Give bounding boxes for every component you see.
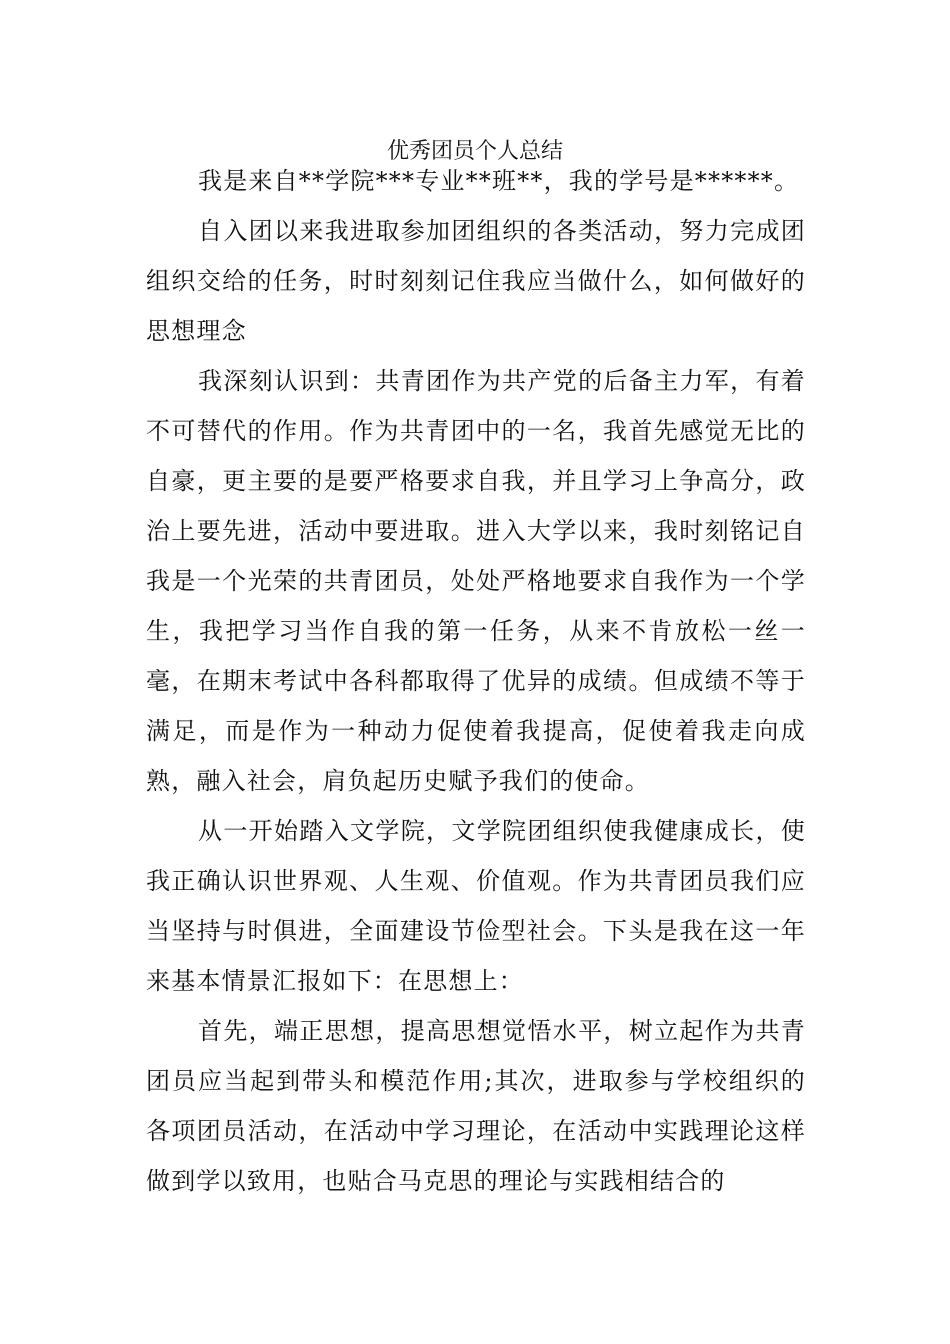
paragraph-intro: 我是来自**学院***专业**班**，我的学号是******。 bbox=[198, 167, 800, 195]
document-title: 优秀团员个人总结 bbox=[386, 139, 563, 164]
paragraph-thought: 首先，端正思想，提高思想觉悟水平，树立起作为共青团员应当起到带头和模范作用;其次，进取参与学校组织的各项团员活动，在活动中学习理论，在活动中实践理论这样做到学以致用，也贴合马克思的理论与实践相结合的 bbox=[146, 1017, 806, 1195]
paragraph-activities: 自入团以来我进取参加团组织的各类活动，努力完成团组织交给的任务，时时刻刻记住我应当做什么，如何做好的思想理念 bbox=[146, 217, 806, 345]
paragraph-awareness: 我深刻认识到：共青团作为共产党的后备主力军，有着不可替代的作用。作为共青团中的一名，我首先感觉无比的自豪，更主要的是要严格要求自我，并且学习上争高分，政治上要先进，活动中要进取。进入大学以来，我时刻铭记自我是一个光荣的共青团员，处处严格地要求自我作为一个学生，我把学习当作自我的第一任务，从来不肯放松一丝一毫，在期末考试中各科都取得了优异的成绩。但成绩不等于满足，而是作为一种动力促使着我提高，促使着我走向成熟，融入社会，肩负起历史赋予我们的使命。 bbox=[146, 367, 806, 795]
paragraph-growth: 从一开始踏入文学院，文学院团组织使我健康成长，使我正确认识世界观、人生观、价值观。作为共青团员我们应当坚持与时俱进，全面建设节俭型社会。下头是我在这一年来基本情景汇报如下：在思想上： bbox=[146, 817, 806, 995]
document-body bbox=[146, 156, 806, 1206]
